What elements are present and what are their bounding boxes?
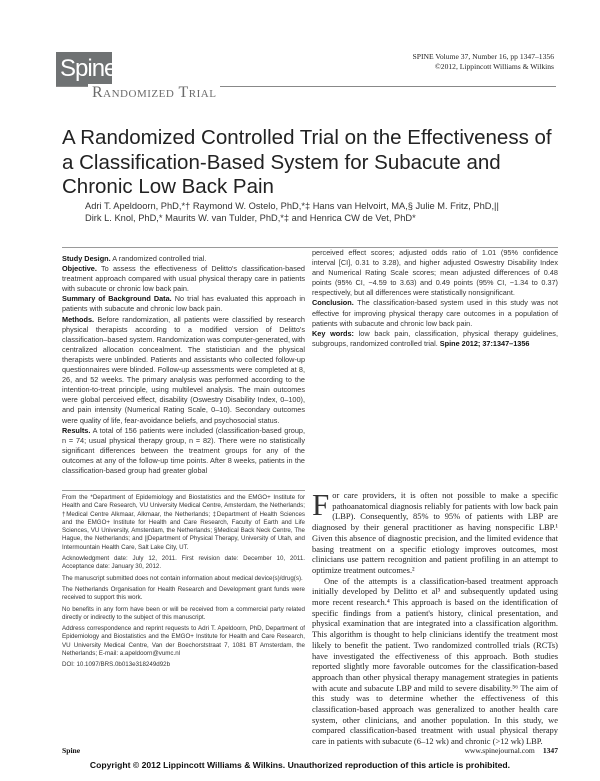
authors-line-2: Dirk L. Knol, PhD,* Maurits W. van Tulder, PhD,*‡ and Henrica CW de Vet, PhD* — [85, 213, 416, 224]
footnote-correspondence: Address correspondence and reprint requests to Adri T. Apeldoorn, PhD, Department of Epidemiology and Biostatistics and the EMGO+ Institute for Health and Care Research, VU University Medical Centre, Van der Boechorststraat 7, 1081 BT Amsterdam, the Netherlands; E-mail: a.apeldoorn@vumc.nl — [62, 625, 305, 658]
study-design-label: Study Design. — [62, 254, 111, 263]
abstract-study-design — [62, 254, 305, 264]
article-type-label: Randomized Trial — [88, 84, 220, 102]
footnote-dates: Acknowledgment date: July 12, 2011. First revision date: December 10, 2011. Acceptance date: January 30, 2012. — [62, 555, 305, 571]
methods-text: Before randomization, all patients were classified by research physical therapists according to a modified version of Delitto's classification–based system. Randomization was computer-generated, with centralized allocation concealment. The statistician and the physical therapists were unblinded. Patients and assistants who collected follow-up questionnaires were blinded. Follow-up assessments were completed at 8, 26, and 52 weeks. The primary analysis was performed according to the intention-to-treat principle, using multilevel analysis. The main outcomes were global perceived effect, disability (Oswestry Disability Index, 0–100), and pain intensity (Numerical Rating Scale, 0–10). Secondary outcomes were quality of life, fear-avoidance beliefs, and psychosocial status. — [62, 314, 305, 425]
copyright-notice: Copyright © 2012 Lippincott Williams & Wilkins. Unauthorized reproduction of this article is prohibited. — [89, 760, 511, 770]
footnote-affiliations: From the *Department of Epidemiology and Biostatistics and the EMGO+ Institute for Health and Care Research, VU University Medical Centre, Amsterdam, the Netherlands; †Medical Centre Alkmaar, Alkmaar, the Netherlands; ‡Department of Health Sciences and the EMGO+ Institute for Health and Care Research, Faculty of Earth and Life Sciences, VU University, Amsterdam, the Netherlands; §Medical Back Neck Centre, The Hague, the Netherlands; and ||Department of Physical Therapy, University of Utah, and Intermountain Health Care, Salt Lake City, UT. — [62, 494, 305, 551]
journal-citation-header — [413, 52, 554, 72]
methods-label: Methods. — [62, 314, 95, 324]
abstract-background — [62, 294, 305, 314]
body-paragraph-1 — [312, 487, 558, 576]
abstract-results-continued: perceived effect scores; adjusted odds ratio of 1.01 (95% confidence interval [CI], 0.31 to 3.28), and higher adjusted Oswestry Disability Index and Numerical Rating Scale scores; mean adjusted differences of 0.48 points (95% CI, −4.59 to 3.63) and 0.49 points (95% CI, −1.34 to 0.37) respectively, but all differences were statistically nonsignificant. — [312, 248, 558, 298]
background-label: Summary of Background Data. — [62, 294, 172, 304]
abstract-objective — [62, 264, 305, 294]
results-label: Results. — [62, 425, 91, 435]
footnote-device-statement: The manuscript submitted does not contain information about medical device(s)/drug(s). — [62, 574, 303, 582]
objective-text: To assess the effectiveness of Delitto's classification-based treatment approach compared with usual physical therapy care in patients with subacute or chronic low back pain. — [62, 264, 305, 294]
page-number: 1347 — [542, 746, 558, 755]
footnote-benefits: No benefits in any form have been or will be received from a commercial party related directly or indirectly to the subject of this manuscript. — [62, 605, 305, 621]
abstract-results — [62, 426, 305, 476]
footnotes — [62, 494, 305, 673]
footnote-doi: DOI: 10.1097/BRS.0b013e318249d92b — [62, 661, 171, 669]
objective-label: Objective. — [62, 264, 97, 274]
drop-cap: F — [312, 487, 330, 522]
abstract-keywords — [312, 329, 558, 349]
conclusion-text: The classification-based system used in this study was not effective for improving physical therapy care outcomes in a population of patients with subacute and chronic low back pain. — [312, 298, 558, 328]
para1-text: or care providers, it is often not possible to make a specific pathoanatomical diagnosis reliably for patients with low back pain (LBP). Consequently, 85% to 95% of patients with LBP are diagnosed by their general practitioner as having nonspecific LBP.¹ Given this absence of diagnostic precision, and the limited evidence that basing treatment on a specific etiology improves outcomes, most clinicians use pattern recognition and patient profiling in an attempt to optimize treatment outcomes.² — [312, 490, 558, 575]
author-list — [85, 200, 525, 225]
study-design-text: A randomized controlled trial. — [112, 254, 207, 263]
journal-copyright-line: ©2012, Lippincott Williams & Wilkins — [435, 62, 554, 71]
keywords-text: low back pain, classification, physical therapy guidelines, subgroups, randomized controlled trial. — [312, 328, 558, 348]
abstract-conclusion — [312, 298, 558, 328]
footnote-funding: The Netherlands Organisation for Health Research and Development grant funds were received to support this work. — [62, 585, 305, 602]
footer-journal-name: Spine — [62, 746, 81, 755]
body-text — [312, 487, 558, 747]
footer-url[interactable]: www.spinejournal.com — [464, 746, 535, 755]
authors-line-1: Adri T. Apeldoorn, PhD,*† Raymond W. Ostelo, PhD,*‡ Hans van Helvoirt, MA,§ Julie M. Fritz, PhD,|| — [85, 201, 499, 211]
body-paragraph-2: One of the attempts is a classification-based treatment approach initially developed by Delitto et al³ and subsequently updated using more recent research.⁴ This approach is based on the identification of specific findings from a patient's history, clinical presentation, and physical examination that are integrated into a classification algorithm. This algorithm is thought to help clinicians identify the treatment most likely to benefit the patient. Two randomized controlled trials (RCTs) have investigated the effectiveness of this approach. Both studies reported slightly more favorable outcomes for the classification-based approach than other physical therapy management strategies in patients with acute and subacute LBP and mild to severe disability.⁵⁶ The aim of this study was to determine whether the effectiveness of this classification-based approach was generalized to another health care system, other clinicians, and another population. In this study, we compared classification-based treatment with usual physical therapy care in patients with subacute (6–12 wk) and chronic (>12 wk) LBP. — [312, 575, 558, 747]
citation-text: Spine 2012; 37:1347–1356 — [439, 338, 530, 348]
abstract-left-column — [62, 254, 305, 476]
abstract-right-column — [312, 248, 558, 349]
footnote-rule — [62, 490, 305, 491]
results-text: A total of 156 patients were included (classification-based group, n = 74; usual physical therapy group, n = 82). There were no statistically significant differences between the treatment groups for any of the outcomes at any of the follow-up time points. After 8 weeks, patients in the classification-based group had greater global — [62, 425, 305, 475]
journal-logo: Spine — [56, 52, 112, 86]
abstract-methods — [62, 315, 305, 426]
article-title: A Randomized Controlled Trial on the Effectiveness of a Classification-Based System for Subacute and Chronic Low Back Pain — [62, 126, 552, 198]
background-text: No trial has evaluated this approach in patients with subacute and chronic low back pain. — [62, 294, 306, 314]
journal-volume-line: SPINE Volume 37, Number 16, pp 1347–1356 — [412, 52, 554, 61]
conclusion-label: Conclusion. — [312, 298, 354, 308]
footer-right — [464, 746, 558, 755]
keywords-label: Key words: — [312, 328, 354, 338]
